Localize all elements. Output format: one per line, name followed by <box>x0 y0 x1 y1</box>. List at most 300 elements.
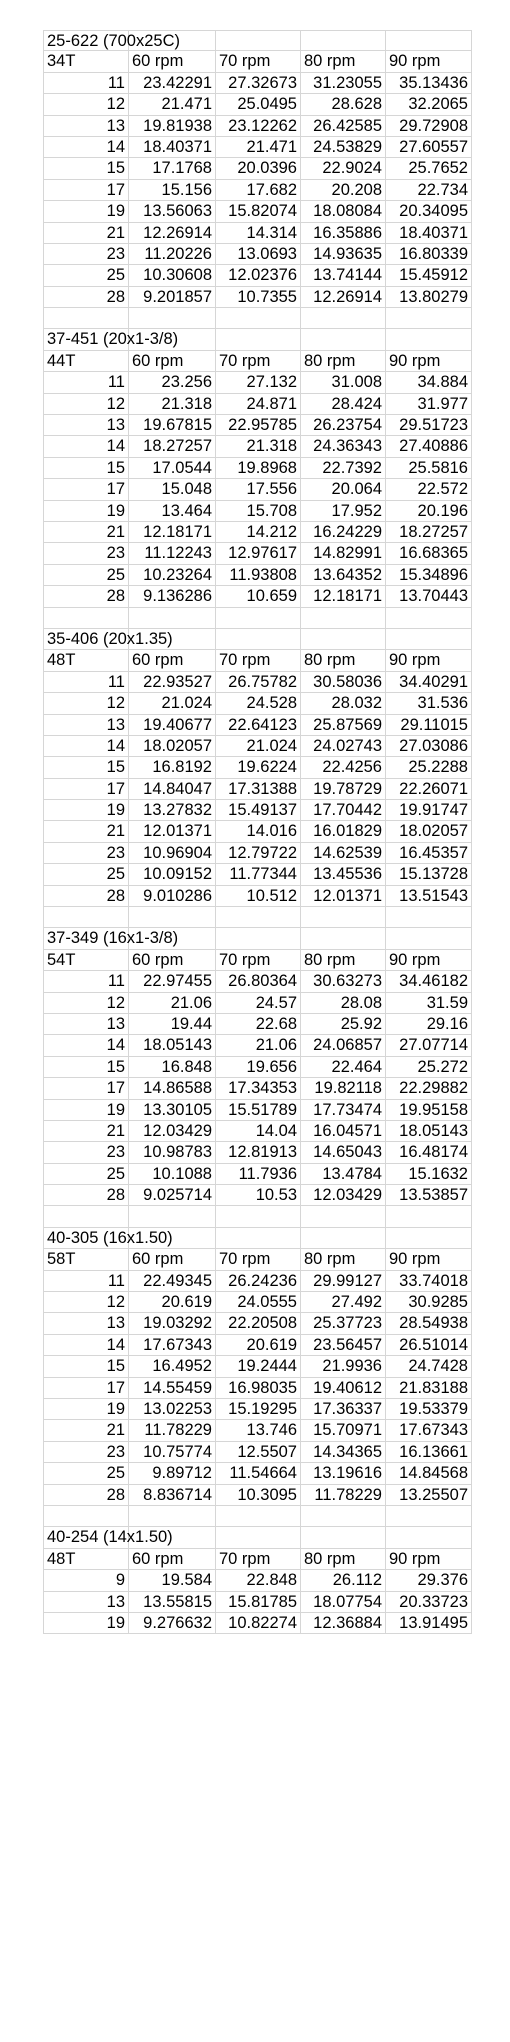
speed-cell[interactable]: 11.78229 <box>129 1420 216 1441</box>
empty-cell[interactable] <box>386 928 472 949</box>
cog-cell[interactable]: 28 <box>43 287 129 308</box>
empty-cell[interactable] <box>129 608 216 629</box>
cog-cell[interactable]: 12 <box>43 1292 129 1313</box>
speed-cell[interactable]: 26.23754 <box>301 415 386 436</box>
empty-cell[interactable] <box>216 928 301 949</box>
speed-cell[interactable]: 13.45536 <box>301 864 386 885</box>
speed-cell[interactable]: 25.37723 <box>301 1313 386 1334</box>
speed-cell[interactable]: 9.025714 <box>129 1185 216 1206</box>
speed-cell[interactable]: 34.884 <box>386 372 472 393</box>
speed-cell[interactable]: 14.84047 <box>129 779 216 800</box>
empty-cell[interactable] <box>129 329 216 350</box>
section-title-cell[interactable]: 37-451 (20x1-3/8) <box>43 329 129 350</box>
cog-cell[interactable]: 13 <box>43 715 129 736</box>
cog-cell[interactable]: 14 <box>43 436 129 457</box>
empty-cell[interactable] <box>216 1228 301 1249</box>
speed-cell[interactable]: 11.77344 <box>216 864 301 885</box>
speed-cell[interactable]: 14.62539 <box>301 843 386 864</box>
speed-cell[interactable]: 20.619 <box>129 1292 216 1313</box>
speed-cell[interactable]: 13.02253 <box>129 1399 216 1420</box>
speed-cell[interactable]: 12.01371 <box>301 886 386 907</box>
speed-cell[interactable]: 23.12262 <box>216 116 301 137</box>
speed-cell[interactable]: 18.07754 <box>301 1592 386 1613</box>
speed-cell[interactable]: 11.93808 <box>216 565 301 586</box>
speed-cell[interactable]: 13.464 <box>129 501 216 522</box>
speed-cell[interactable]: 29.16 <box>386 1014 472 1035</box>
speed-cell[interactable]: 22.95785 <box>216 415 301 436</box>
speed-cell[interactable]: 19.40677 <box>129 715 216 736</box>
speed-cell[interactable]: 17.31388 <box>216 779 301 800</box>
speed-cell[interactable]: 19.40612 <box>301 1378 386 1399</box>
speed-cell[interactable]: 12.02376 <box>216 265 301 286</box>
cog-cell[interactable]: 23 <box>43 1142 129 1163</box>
cog-cell[interactable]: 11 <box>43 372 129 393</box>
speed-cell[interactable]: 22.68 <box>216 1014 301 1035</box>
speed-cell[interactable]: 26.24236 <box>216 1271 301 1292</box>
empty-cell[interactable] <box>216 1506 301 1527</box>
speed-cell[interactable]: 18.02057 <box>129 736 216 757</box>
empty-cell[interactable] <box>129 30 216 51</box>
cog-cell[interactable]: 15 <box>43 1356 129 1377</box>
speed-cell[interactable]: 18.40371 <box>386 223 472 244</box>
speed-cell[interactable]: 17.952 <box>301 501 386 522</box>
speed-cell[interactable]: 26.42585 <box>301 116 386 137</box>
cog-cell[interactable]: 19 <box>43 501 129 522</box>
speed-cell[interactable]: 12.26914 <box>301 287 386 308</box>
speed-cell[interactable]: 15.708 <box>216 501 301 522</box>
empty-cell[interactable] <box>216 30 301 51</box>
empty-cell[interactable] <box>129 907 216 928</box>
cog-cell[interactable]: 15 <box>43 158 129 179</box>
speed-cell[interactable]: 8.836714 <box>129 1485 216 1506</box>
speed-cell[interactable]: 15.13728 <box>386 864 472 885</box>
cog-cell[interactable]: 12 <box>43 693 129 714</box>
cog-cell[interactable]: 19 <box>43 1399 129 1420</box>
speed-cell[interactable]: 15.19295 <box>216 1399 301 1420</box>
speed-cell[interactable]: 12.18171 <box>129 522 216 543</box>
speed-cell[interactable]: 12.36884 <box>301 1613 386 1634</box>
speed-cell[interactable]: 12.18171 <box>301 586 386 607</box>
cog-cell[interactable]: 25 <box>43 1463 129 1484</box>
rpm-header-cell[interactable]: 90 rpm <box>386 950 472 971</box>
cog-cell[interactable]: 19 <box>43 201 129 222</box>
empty-cell[interactable] <box>129 1206 216 1227</box>
speed-cell[interactable]: 10.53 <box>216 1185 301 1206</box>
speed-cell[interactable]: 14.212 <box>216 522 301 543</box>
speed-cell[interactable]: 19.91747 <box>386 800 472 821</box>
speed-cell[interactable]: 13.4784 <box>301 1164 386 1185</box>
speed-cell[interactable]: 9.136286 <box>129 586 216 607</box>
section-title-cell[interactable]: 25-622 (700x25C) <box>43 30 129 51</box>
speed-cell[interactable]: 21.9936 <box>301 1356 386 1377</box>
speed-cell[interactable]: 22.9024 <box>301 158 386 179</box>
empty-cell[interactable] <box>301 308 386 329</box>
speed-cell[interactable]: 30.58036 <box>301 672 386 693</box>
speed-cell[interactable]: 19.584 <box>129 1570 216 1591</box>
empty-cell[interactable] <box>386 1206 472 1227</box>
speed-cell[interactable]: 16.8192 <box>129 757 216 778</box>
speed-cell[interactable]: 11.20226 <box>129 244 216 265</box>
speed-cell[interactable]: 19.53379 <box>386 1399 472 1420</box>
section-title-cell[interactable]: 40-305 (16x1.50) <box>43 1228 129 1249</box>
speed-cell[interactable]: 22.572 <box>386 479 472 500</box>
cog-cell[interactable]: 23 <box>43 1442 129 1463</box>
speed-cell[interactable]: 20.208 <box>301 180 386 201</box>
speed-cell[interactable]: 17.36337 <box>301 1399 386 1420</box>
cog-cell[interactable]: 12 <box>43 993 129 1014</box>
speed-cell[interactable]: 21.83188 <box>386 1378 472 1399</box>
empty-cell[interactable] <box>301 30 386 51</box>
speed-cell[interactable]: 21.06 <box>129 993 216 1014</box>
speed-cell[interactable]: 20.064 <box>301 479 386 500</box>
speed-cell[interactable]: 16.04571 <box>301 1121 386 1142</box>
speed-cell[interactable]: 17.682 <box>216 180 301 201</box>
speed-cell[interactable]: 32.2065 <box>386 94 472 115</box>
cog-cell[interactable]: 17 <box>43 180 129 201</box>
speed-cell[interactable]: 24.57 <box>216 993 301 1014</box>
speed-cell[interactable]: 10.75774 <box>129 1442 216 1463</box>
speed-cell[interactable]: 26.80364 <box>216 971 301 992</box>
empty-cell[interactable] <box>216 629 301 650</box>
speed-cell[interactable]: 14.314 <box>216 223 301 244</box>
empty-cell[interactable] <box>129 928 216 949</box>
rpm-header-cell[interactable]: 90 rpm <box>386 51 472 72</box>
empty-cell[interactable] <box>129 1506 216 1527</box>
speed-cell[interactable]: 21.318 <box>129 394 216 415</box>
speed-cell[interactable]: 22.49345 <box>129 1271 216 1292</box>
speed-cell[interactable]: 12.97617 <box>216 543 301 564</box>
speed-cell[interactable]: 24.02743 <box>301 736 386 757</box>
cog-cell[interactable]: 15 <box>43 757 129 778</box>
speed-cell[interactable]: 11.54664 <box>216 1463 301 1484</box>
speed-cell[interactable]: 14.04 <box>216 1121 301 1142</box>
speed-cell[interactable]: 22.64123 <box>216 715 301 736</box>
speed-cell[interactable]: 13.80279 <box>386 287 472 308</box>
speed-cell[interactable]: 12.01371 <box>129 821 216 842</box>
empty-cell[interactable] <box>386 608 472 629</box>
speed-cell[interactable]: 9.201857 <box>129 287 216 308</box>
speed-cell[interactable]: 25.272 <box>386 1057 472 1078</box>
empty-cell[interactable] <box>129 1527 216 1548</box>
speed-cell[interactable]: 27.07714 <box>386 1035 472 1056</box>
speed-cell[interactable]: 24.06857 <box>301 1035 386 1056</box>
speed-cell[interactable]: 30.63273 <box>301 971 386 992</box>
speed-cell[interactable]: 20.33723 <box>386 1592 472 1613</box>
speed-cell[interactable]: 15.81785 <box>216 1592 301 1613</box>
speed-cell[interactable]: 27.40886 <box>386 436 472 457</box>
speed-cell[interactable]: 15.34896 <box>386 565 472 586</box>
speed-cell[interactable]: 22.848 <box>216 1570 301 1591</box>
speed-cell[interactable]: 17.67343 <box>129 1335 216 1356</box>
speed-cell[interactable]: 16.48174 <box>386 1142 472 1163</box>
empty-cell[interactable] <box>216 907 301 928</box>
empty-cell[interactable] <box>386 30 472 51</box>
speed-cell[interactable]: 15.45912 <box>386 265 472 286</box>
cog-cell[interactable]: 14 <box>43 137 129 158</box>
cog-cell[interactable]: 13 <box>43 1592 129 1613</box>
speed-cell[interactable]: 19.81938 <box>129 116 216 137</box>
speed-cell[interactable]: 22.7392 <box>301 458 386 479</box>
empty-cell[interactable] <box>301 928 386 949</box>
speed-cell[interactable]: 28.424 <box>301 394 386 415</box>
cog-cell[interactable]: 15 <box>43 1057 129 1078</box>
chainring-header-cell[interactable]: 34T <box>43 51 129 72</box>
speed-cell[interactable]: 17.1768 <box>129 158 216 179</box>
speed-cell[interactable]: 22.734 <box>386 180 472 201</box>
speed-cell[interactable]: 9.89712 <box>129 1463 216 1484</box>
speed-cell[interactable]: 10.82274 <box>216 1613 301 1634</box>
speed-cell[interactable]: 28.628 <box>301 94 386 115</box>
speed-cell[interactable]: 14.34365 <box>301 1442 386 1463</box>
cog-cell[interactable]: 9 <box>43 1570 129 1591</box>
speed-cell[interactable]: 13.746 <box>216 1420 301 1441</box>
speed-cell[interactable]: 10.30608 <box>129 265 216 286</box>
cog-cell[interactable]: 19 <box>43 1613 129 1634</box>
speed-cell[interactable]: 29.376 <box>386 1570 472 1591</box>
section-title-cell[interactable]: 37-349 (16x1-3/8) <box>43 928 129 949</box>
cog-cell[interactable]: 25 <box>43 265 129 286</box>
speed-cell[interactable]: 24.36343 <box>301 436 386 457</box>
speed-cell[interactable]: 21.318 <box>216 436 301 457</box>
rpm-header-cell[interactable]: 80 rpm <box>301 1549 386 1570</box>
rpm-header-cell[interactable]: 60 rpm <box>129 650 216 671</box>
cog-cell[interactable]: 25 <box>43 864 129 885</box>
cog-cell[interactable]: 11 <box>43 971 129 992</box>
speed-cell[interactable]: 19.2444 <box>216 1356 301 1377</box>
speed-cell[interactable]: 26.112 <box>301 1570 386 1591</box>
speed-cell[interactable]: 10.659 <box>216 586 301 607</box>
speed-cell[interactable]: 13.0693 <box>216 244 301 265</box>
speed-cell[interactable]: 16.24229 <box>301 522 386 543</box>
speed-cell[interactable]: 19.44 <box>129 1014 216 1035</box>
cog-cell[interactable]: 12 <box>43 394 129 415</box>
empty-cell[interactable] <box>216 608 301 629</box>
speed-cell[interactable]: 17.0544 <box>129 458 216 479</box>
speed-cell[interactable]: 15.49137 <box>216 800 301 821</box>
cog-cell[interactable]: 28 <box>43 586 129 607</box>
speed-cell[interactable]: 23.256 <box>129 372 216 393</box>
speed-cell[interactable]: 19.8968 <box>216 458 301 479</box>
empty-cell[interactable] <box>386 1527 472 1548</box>
rpm-header-cell[interactable]: 70 rpm <box>216 51 301 72</box>
speed-cell[interactable]: 19.95158 <box>386 1100 472 1121</box>
speed-cell[interactable]: 13.91495 <box>386 1613 472 1634</box>
chainring-header-cell[interactable]: 54T <box>43 950 129 971</box>
empty-cell[interactable] <box>43 1506 129 1527</box>
empty-cell[interactable] <box>301 608 386 629</box>
speed-cell[interactable]: 15.048 <box>129 479 216 500</box>
speed-cell[interactable]: 20.619 <box>216 1335 301 1356</box>
speed-cell[interactable]: 29.99127 <box>301 1271 386 1292</box>
cog-cell[interactable]: 11 <box>43 73 129 94</box>
speed-cell[interactable]: 10.512 <box>216 886 301 907</box>
empty-cell[interactable] <box>386 329 472 350</box>
speed-cell[interactable]: 17.34353 <box>216 1078 301 1099</box>
speed-cell[interactable]: 35.13436 <box>386 73 472 94</box>
speed-cell[interactable]: 24.53829 <box>301 137 386 158</box>
empty-cell[interactable] <box>301 1527 386 1548</box>
empty-cell[interactable] <box>129 1228 216 1249</box>
section-title-cell[interactable]: 35-406 (20x1.35) <box>43 629 129 650</box>
speed-cell[interactable]: 9.276632 <box>129 1613 216 1634</box>
speed-cell[interactable]: 22.97455 <box>129 971 216 992</box>
cog-cell[interactable]: 17 <box>43 779 129 800</box>
empty-cell[interactable] <box>216 1206 301 1227</box>
cog-cell[interactable]: 19 <box>43 1100 129 1121</box>
speed-cell[interactable]: 17.67343 <box>386 1420 472 1441</box>
speed-cell[interactable]: 21.024 <box>129 693 216 714</box>
speed-cell[interactable]: 13.19616 <box>301 1463 386 1484</box>
rpm-header-cell[interactable]: 60 rpm <box>129 950 216 971</box>
speed-cell[interactable]: 14.55459 <box>129 1378 216 1399</box>
cog-cell[interactable]: 13 <box>43 1313 129 1334</box>
rpm-header-cell[interactable]: 60 rpm <box>129 1549 216 1570</box>
speed-cell[interactable]: 20.196 <box>386 501 472 522</box>
speed-cell[interactable]: 12.26914 <box>129 223 216 244</box>
cog-cell[interactable]: 13 <box>43 415 129 436</box>
speed-cell[interactable]: 15.82074 <box>216 201 301 222</box>
speed-cell[interactable]: 31.59 <box>386 993 472 1014</box>
speed-cell[interactable]: 27.03086 <box>386 736 472 757</box>
empty-cell[interactable] <box>386 308 472 329</box>
speed-cell[interactable]: 12.5507 <box>216 1442 301 1463</box>
speed-cell[interactable]: 24.871 <box>216 394 301 415</box>
empty-cell[interactable] <box>301 1228 386 1249</box>
empty-cell[interactable] <box>216 329 301 350</box>
speed-cell[interactable]: 21.024 <box>216 736 301 757</box>
empty-cell[interactable] <box>129 629 216 650</box>
speed-cell[interactable]: 19.67815 <box>129 415 216 436</box>
cog-cell[interactable]: 14 <box>43 736 129 757</box>
speed-cell[interactable]: 16.68365 <box>386 543 472 564</box>
speed-cell[interactable]: 18.02057 <box>386 821 472 842</box>
speed-cell[interactable]: 30.9285 <box>386 1292 472 1313</box>
cog-cell[interactable]: 25 <box>43 1164 129 1185</box>
empty-cell[interactable] <box>216 308 301 329</box>
cog-cell[interactable]: 21 <box>43 1420 129 1441</box>
speed-cell[interactable]: 16.80339 <box>386 244 472 265</box>
rpm-header-cell[interactable]: 60 rpm <box>129 1249 216 1270</box>
speed-cell[interactable]: 20.0396 <box>216 158 301 179</box>
speed-cell[interactable]: 16.01829 <box>301 821 386 842</box>
speed-cell[interactable]: 18.27257 <box>386 522 472 543</box>
speed-cell[interactable]: 27.32673 <box>216 73 301 94</box>
cog-cell[interactable]: 17 <box>43 1078 129 1099</box>
speed-cell[interactable]: 13.64352 <box>301 565 386 586</box>
speed-cell[interactable]: 17.73474 <box>301 1100 386 1121</box>
speed-cell[interactable]: 16.45357 <box>386 843 472 864</box>
speed-cell[interactable]: 10.3095 <box>216 1485 301 1506</box>
speed-cell[interactable]: 14.016 <box>216 821 301 842</box>
speed-cell[interactable]: 31.23055 <box>301 73 386 94</box>
speed-cell[interactable]: 10.09152 <box>129 864 216 885</box>
speed-cell[interactable]: 16.4952 <box>129 1356 216 1377</box>
cog-cell[interactable]: 23 <box>43 244 129 265</box>
speed-cell[interactable]: 28.54938 <box>386 1313 472 1334</box>
speed-cell[interactable]: 16.13661 <box>386 1442 472 1463</box>
speed-cell[interactable]: 9.010286 <box>129 886 216 907</box>
cog-cell[interactable]: 17 <box>43 1378 129 1399</box>
empty-cell[interactable] <box>216 1527 301 1548</box>
cog-cell[interactable]: 12 <box>43 94 129 115</box>
speed-cell[interactable]: 12.79722 <box>216 843 301 864</box>
speed-cell[interactable]: 18.05143 <box>386 1121 472 1142</box>
empty-cell[interactable] <box>301 907 386 928</box>
rpm-header-cell[interactable]: 70 rpm <box>216 1549 301 1570</box>
speed-cell[interactable]: 19.656 <box>216 1057 301 1078</box>
empty-cell[interactable] <box>301 329 386 350</box>
cog-cell[interactable]: 25 <box>43 565 129 586</box>
speed-cell[interactable]: 22.26071 <box>386 779 472 800</box>
speed-cell[interactable]: 27.132 <box>216 372 301 393</box>
speed-cell[interactable]: 27.492 <box>301 1292 386 1313</box>
rpm-header-cell[interactable]: 60 rpm <box>129 51 216 72</box>
speed-cell[interactable]: 29.51723 <box>386 415 472 436</box>
speed-cell[interactable]: 14.65043 <box>301 1142 386 1163</box>
speed-cell[interactable]: 25.5816 <box>386 458 472 479</box>
empty-cell[interactable] <box>43 608 129 629</box>
speed-cell[interactable]: 34.40291 <box>386 672 472 693</box>
speed-cell[interactable]: 10.7355 <box>216 287 301 308</box>
speed-cell[interactable]: 10.96904 <box>129 843 216 864</box>
empty-cell[interactable] <box>386 1228 472 1249</box>
speed-cell[interactable]: 11.12243 <box>129 543 216 564</box>
speed-cell[interactable]: 13.55815 <box>129 1592 216 1613</box>
cog-cell[interactable]: 21 <box>43 522 129 543</box>
speed-cell[interactable]: 23.56457 <box>301 1335 386 1356</box>
rpm-header-cell[interactable]: 90 rpm <box>386 1249 472 1270</box>
cog-cell[interactable]: 28 <box>43 1485 129 1506</box>
speed-cell[interactable]: 18.40371 <box>129 137 216 158</box>
speed-cell[interactable]: 10.98783 <box>129 1142 216 1163</box>
speed-cell[interactable]: 21.471 <box>129 94 216 115</box>
speed-cell[interactable]: 14.86588 <box>129 1078 216 1099</box>
empty-cell[interactable] <box>43 308 129 329</box>
chainring-header-cell[interactable]: 48T <box>43 650 129 671</box>
speed-cell[interactable]: 13.70443 <box>386 586 472 607</box>
speed-cell[interactable]: 34.46182 <box>386 971 472 992</box>
speed-cell[interactable]: 14.93635 <box>301 244 386 265</box>
cog-cell[interactable]: 13 <box>43 1014 129 1035</box>
speed-cell[interactable]: 33.74018 <box>386 1271 472 1292</box>
speed-cell[interactable]: 12.03429 <box>301 1185 386 1206</box>
speed-cell[interactable]: 24.0555 <box>216 1292 301 1313</box>
cog-cell[interactable]: 21 <box>43 1121 129 1142</box>
speed-cell[interactable]: 31.008 <box>301 372 386 393</box>
speed-cell[interactable]: 16.848 <box>129 1057 216 1078</box>
speed-cell[interactable]: 31.536 <box>386 693 472 714</box>
speed-cell[interactable]: 13.56063 <box>129 201 216 222</box>
cog-cell[interactable]: 23 <box>43 543 129 564</box>
speed-cell[interactable]: 18.05143 <box>129 1035 216 1056</box>
speed-cell[interactable]: 17.70442 <box>301 800 386 821</box>
speed-cell[interactable]: 25.92 <box>301 1014 386 1035</box>
rpm-header-cell[interactable]: 70 rpm <box>216 351 301 372</box>
speed-cell[interactable]: 13.74144 <box>301 265 386 286</box>
cog-cell[interactable]: 14 <box>43 1335 129 1356</box>
speed-cell[interactable]: 19.82118 <box>301 1078 386 1099</box>
speed-cell[interactable]: 12.81913 <box>216 1142 301 1163</box>
speed-cell[interactable]: 15.70971 <box>301 1420 386 1441</box>
speed-cell[interactable]: 26.51014 <box>386 1335 472 1356</box>
speed-cell[interactable]: 21.471 <box>216 137 301 158</box>
speed-cell[interactable]: 16.35886 <box>301 223 386 244</box>
speed-cell[interactable]: 23.42291 <box>129 73 216 94</box>
speed-cell[interactable]: 19.6224 <box>216 757 301 778</box>
speed-cell[interactable]: 13.30105 <box>129 1100 216 1121</box>
speed-cell[interactable]: 22.20508 <box>216 1313 301 1334</box>
cog-cell[interactable]: 13 <box>43 116 129 137</box>
